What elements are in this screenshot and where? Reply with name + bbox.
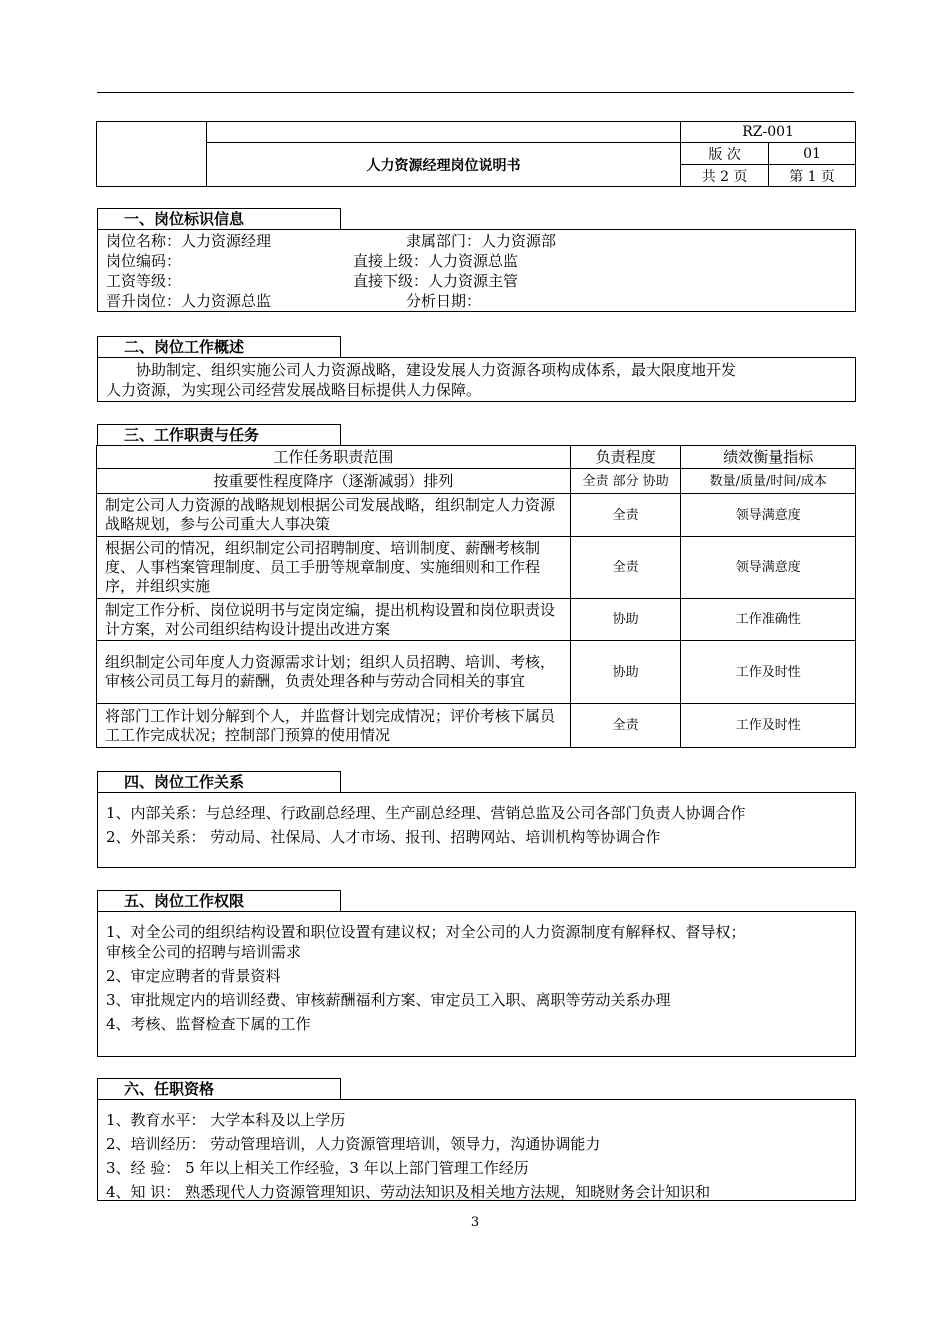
- kpi-cell: 工作及时性: [681, 704, 856, 748]
- field-direct-subordinate: 直接下级：人力资源主管: [353, 272, 519, 290]
- total-pages: 共 2 页: [681, 165, 769, 187]
- section-title: 一、岗位标识信息: [97, 208, 341, 229]
- table-row: [97, 537, 856, 599]
- relation-line: 1、内部关系：与总经理、行政副总经理、生产副总经理、营销总监及公司各部门负责人协调合作: [106, 804, 746, 822]
- degree-cell: 全责: [570, 704, 681, 748]
- field-position-code: 岗位编码：: [106, 252, 182, 270]
- kpi-cell: 领导满意度: [681, 494, 856, 537]
- version-label: 版 次: [681, 143, 769, 165]
- degree-cell: 协助: [570, 599, 681, 641]
- column-header: 工作任务职责范围: [97, 446, 571, 469]
- document-code: RZ-001: [681, 122, 856, 143]
- page-number: 3: [470, 1215, 480, 1230]
- degree-cell: 协助: [570, 641, 681, 704]
- top-rule: [97, 92, 854, 93]
- document-title: 人力资源经理岗位说明书: [206, 143, 680, 187]
- task-cell: 组织制定公司年度人力资源需求计划；组织人员招聘、培训、考核，审核公司员工每月的薪酬，负责处理各种与劳动合同相关的事宜: [97, 641, 571, 704]
- current-page: 第 1 页: [769, 165, 856, 187]
- overview-line: 协助制定、组织实施公司人力资源战略，建设发展人力资源各项构成体系，最大限度地开发: [136, 361, 737, 379]
- section-overview-box: [97, 357, 856, 402]
- degree-cell: 全责: [570, 537, 681, 599]
- authority-line: 审核全公司的招聘与培训需求: [106, 943, 302, 961]
- authority-line: 2、审定应聘者的背景资料: [106, 967, 281, 985]
- authority-line: 3、审批规定内的培训经费、审核薪酬福利方案、审定员工入职、离职等劳动关系办理: [106, 991, 671, 1009]
- header-spacer: [206, 122, 680, 143]
- task-cell: 制定工作分析、岗位说明书与定岗定编，提出机构设置和岗位职责设计方案，对公司组织结构设计提出改进方案: [97, 599, 571, 641]
- authority-line: 1、对全公司的组织结构设置和职位设置有建议权；对全公司的人力资源制度有解释权、督导权；: [106, 923, 746, 941]
- field-department: 隶属部门：人力资源部: [406, 232, 557, 250]
- task-cell: 根据公司的情况，组织制定公司招聘制度、培训制度、薪酬考核制度、人事档案管理制度、员工手册等规章制度、实施细则和工作程序，并组织实施: [97, 537, 571, 599]
- section-title: 六、任职资格: [97, 1078, 341, 1099]
- table-row: [97, 704, 856, 748]
- qualification-line: 2、培训经历： 劳动管理培训，人力资源管理培训，领导力，沟通协调能力: [106, 1135, 601, 1153]
- kpi-cell: 工作准确性: [681, 599, 856, 641]
- section-title: 二、岗位工作概述: [97, 336, 341, 357]
- column-subheader: 按重要性程度降序（逐渐减弱）排列: [97, 469, 571, 494]
- section-authority-box: [97, 911, 856, 1057]
- column-subheader: 数量/质量/时间/成本: [681, 469, 856, 494]
- duties-table: [96, 445, 856, 748]
- overview-line: 人力资源，为实现公司经营发展战略目标提供人力保障。: [106, 381, 482, 399]
- section-identity-box: [97, 229, 856, 312]
- version-value: 01: [769, 143, 856, 165]
- logo-cell: [97, 122, 207, 187]
- authority-line: 4、考核、监督检查下属的工作: [106, 1015, 311, 1033]
- task-cell: 制定公司人力资源的战略规划根据公司发展战略，组织制定人力资源战略规划，参与公司重大人事决策: [97, 494, 571, 537]
- task-cell: 将部门工作计划分解到个人，并监督计划完成情况；评价考核下属员工工作完成状况；控制部门预算的使用情况: [97, 704, 571, 748]
- field-salary-grade: 工资等级：: [106, 272, 182, 290]
- table-row: [97, 494, 856, 537]
- section-qualification-box: [97, 1099, 856, 1201]
- qualification-line: 4、知 识： 熟悉现代人力资源管理知识、劳动法知识及相关地方法规，知晓财务会计知识和: [106, 1183, 711, 1201]
- section-title: 四、岗位工作关系: [97, 771, 341, 792]
- field-position-name: 岗位名称：人力资源经理: [106, 232, 272, 250]
- section-relations-box: [97, 792, 856, 868]
- column-header: 绩效衡量指标: [681, 446, 856, 469]
- qualification-line: 1、教育水平： 大学本科及以上学历: [106, 1111, 346, 1129]
- kpi-cell: 工作及时性: [681, 641, 856, 704]
- section-title: 五、岗位工作权限: [97, 890, 341, 911]
- table-row: [97, 641, 856, 704]
- relation-line: 2、外部关系： 劳动局、社保局、人才市场、报刊、招聘网站、培训机构等协调合作: [106, 828, 661, 846]
- kpi-cell: 领导满意度: [681, 537, 856, 599]
- qualification-line: 3、经 验： 5 年以上相关工作经验，3 年以上部门管理工作经历: [106, 1159, 529, 1177]
- field-direct-superior: 直接上级：人力资源总监: [353, 252, 519, 270]
- document-header: [96, 121, 856, 187]
- column-subheader: 全责 部分 协助: [570, 469, 681, 494]
- degree-cell: 全责: [570, 494, 681, 537]
- field-promotion: 晋升岗位：人力资源总监: [106, 292, 272, 310]
- section-title: 三、工作职责与任务: [97, 424, 341, 445]
- column-header: 负责程度: [570, 446, 681, 469]
- table-row: [97, 599, 856, 641]
- field-analysis-date: 分析日期：: [406, 292, 482, 310]
